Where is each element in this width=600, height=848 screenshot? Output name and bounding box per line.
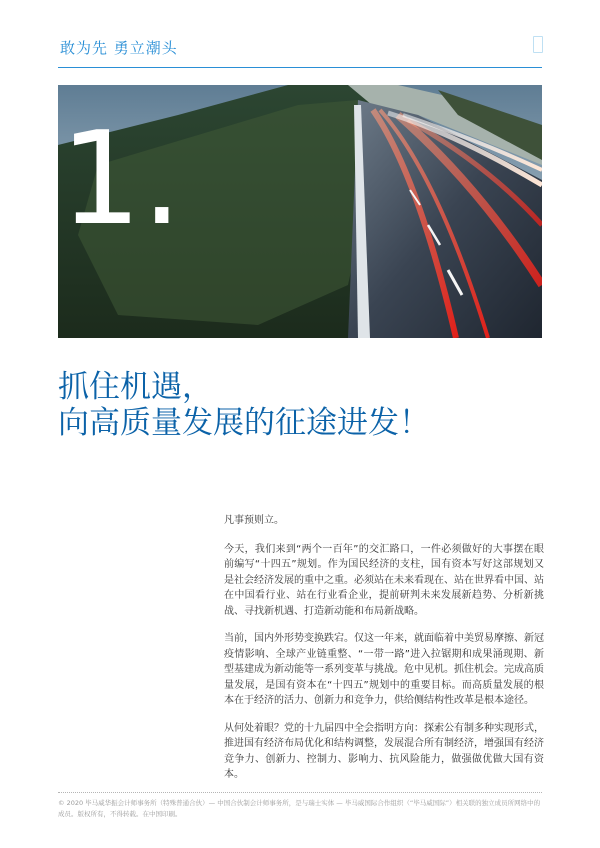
corner-mark-icon <box>533 36 543 53</box>
page-title <box>58 369 542 441</box>
footer-copyright: © 2020 毕马威华振会计师事务所（特殊普通合伙）— 中国合伙制会计师事务所，是与瑞士实体 — 毕马威国际合作组织（“毕马威国际”）相关联的独立成员所网络中的成员。版权所有，不得转载。在中国印刷。 <box>58 799 541 818</box>
title-line-1: 抓住机遇， <box>58 369 213 405</box>
title-line-2: 向高质量发展的征途进发！ <box>58 405 430 441</box>
paragraph: 当前，国内外形势变换跌宕。仅这一年来，就面临着中美贸易摩擦、新冠疫情影响、全球产业链重整、“一带一路”进入拉锯期和成果涌现期、新型基建成为新动能等一系列变革与挑战。危中见机。抓住机会。完成高质量发展，是国有资本在“十四五”规划中的重要目标。而高质量发展的根本在于经济的活力、创新力和竞争力，供给侧结构性改革是根本途径。 <box>224 633 544 706</box>
header-title: 敢为先 勇立潮头 <box>60 39 178 57</box>
paragraph: 凡事预则立。 <box>224 515 284 526</box>
body-text <box>224 513 544 795</box>
paragraph: 从何处着眼？党的十九届四中全会指明方向：探索公有制多种实现形式，推进国有经济布局优化和结构调整，发展混合所有制经济，增强国有经济竞争力、创新力、控制力、影响力、抗风险能力，做强做优做大国有资本。 <box>224 722 544 780</box>
header-divider <box>58 67 542 68</box>
paragraph: 今天，我们来到“两个一百年”的交汇路口，一件必须做好的大事摆在眼前编写“十四五”规划。作为国民经济的支柱，国有资本写好这部规划又是社会经济发展的重中之重。必须站在未来看现在、站在世界看中国、站在中国看行业、站在行业看企业，提前研判未来发展新趋势、分析新挑战、寻找新机遇、打造新动能和布局新战略。 <box>224 543 544 617</box>
hero-image <box>58 85 542 338</box>
section-number: 1. <box>60 105 183 254</box>
footer-divider <box>58 792 542 793</box>
